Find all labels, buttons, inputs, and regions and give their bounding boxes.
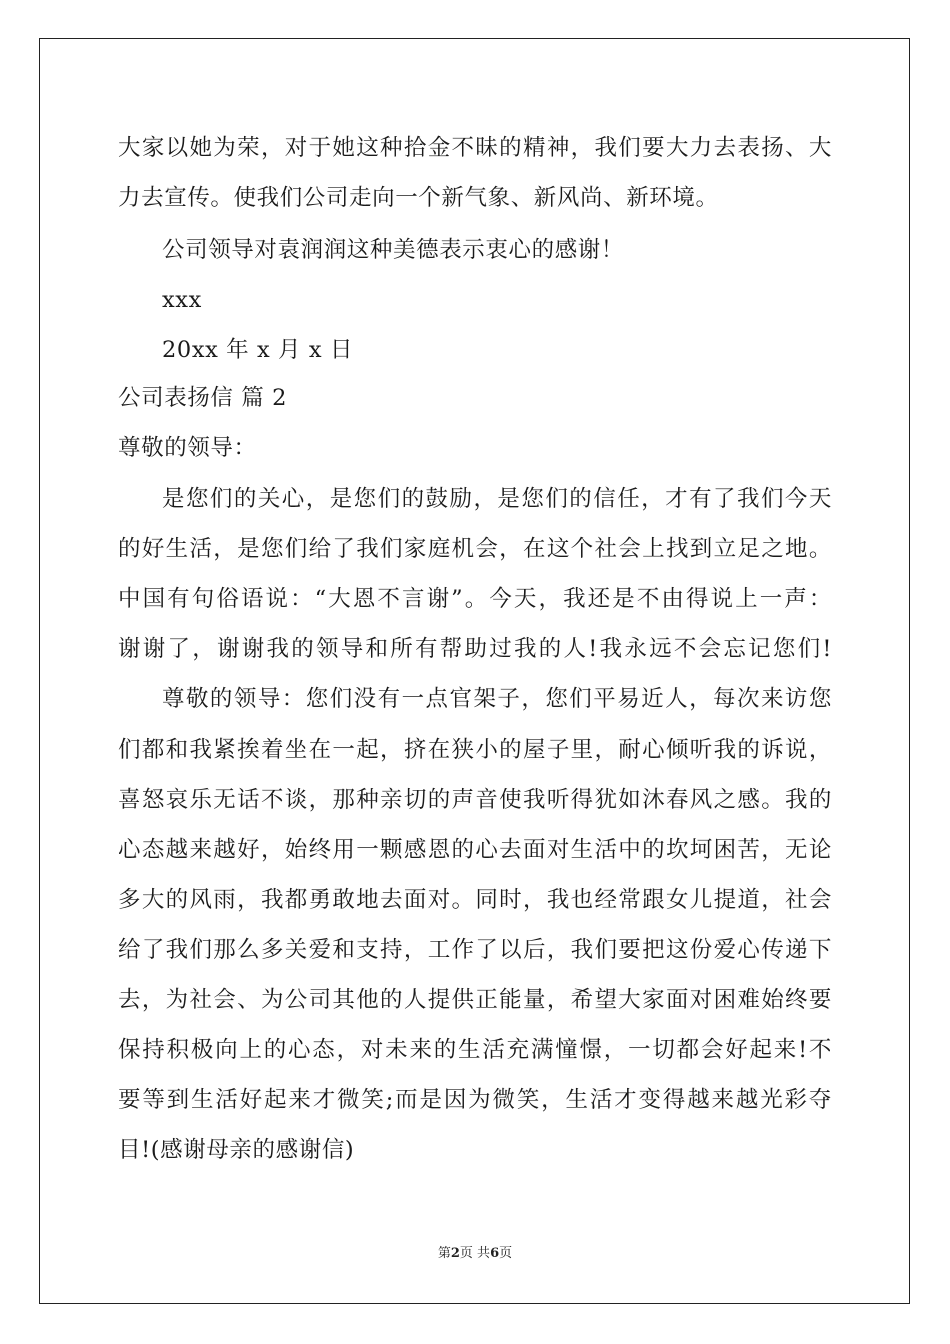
footer-middle: 页 共	[459, 1246, 491, 1261]
text-line: 给了我们那么多关爱和支持，工作了以后，我们要把这份爱心传递下	[118, 937, 832, 963]
text-line: 大家以她为荣，对于她这种拾金不昧的精神，我们要大力去表扬、大	[118, 135, 832, 161]
section-heading: 公司表扬信 篇 2	[118, 385, 288, 411]
text-line: 喜怒哀乐无话不谈，那种亲切的声音使我听得犹如沐春风之感。我的	[118, 787, 832, 813]
text-line: 尊敬的领导：您们没有一点官架子，您们平易近人，每次来访您	[162, 686, 832, 712]
text-line: 公司领导对袁润润这种美德表示衷心的感谢！	[162, 237, 625, 263]
text-line: 心态越来越好，始终用一颗感恩的心去面对生活中的坎坷困苦，无论	[118, 837, 832, 863]
text-line: 的好生活，是您们给了我们家庭机会，在这个社会上找到立足之地。	[118, 536, 832, 562]
text-line: 多大的风雨，我都勇敢地去面对。同时，我也经常跟女儿提道，社会	[118, 887, 832, 913]
text-line: 要等到生活好起来才微笑;而是因为微笑，生活才变得越来越光彩夺	[118, 1087, 832, 1113]
text-line: 谢谢了，谢谢我的领导和所有帮助过我的人!我永远不会忘记您们!	[118, 636, 832, 662]
footer-prefix: 第	[437, 1246, 451, 1261]
text-line: 是您们的关心，是您们的鼓励，是您们的信任，才有了我们今天	[162, 486, 832, 512]
text-line: 们都和我紧挨着坐在一起，挤在狭小的屋子里，耐心倾听我的诉说，	[118, 737, 832, 763]
footer-suffix: 页	[499, 1246, 513, 1261]
signature: xxx	[162, 287, 202, 313]
text-line: 力去宣传。使我们公司走向一个新气象、新风尚、新环境。	[118, 185, 719, 211]
text-line: 目!(感谢母亲的感谢信)	[118, 1137, 355, 1163]
date-line: 20xx 年 x 月 x 日	[162, 337, 354, 363]
salutation: 尊敬的领导：	[118, 435, 257, 461]
text-line: 中国有句俗语说：“大恩不言谢”。今天，我还是不由得说上一声：	[118, 586, 832, 612]
text-line: 去，为社会、为公司其他的人提供正能量，希望大家面对困难始终要	[118, 987, 832, 1013]
text-line: 保持积极向上的心态，对未来的生活充满憧憬，一切都会好起来!不	[118, 1037, 832, 1063]
footer-page-number: 2	[450, 1246, 460, 1261]
page-footer	[0, 1245, 950, 1263]
footer-total-pages: 6	[490, 1246, 500, 1261]
